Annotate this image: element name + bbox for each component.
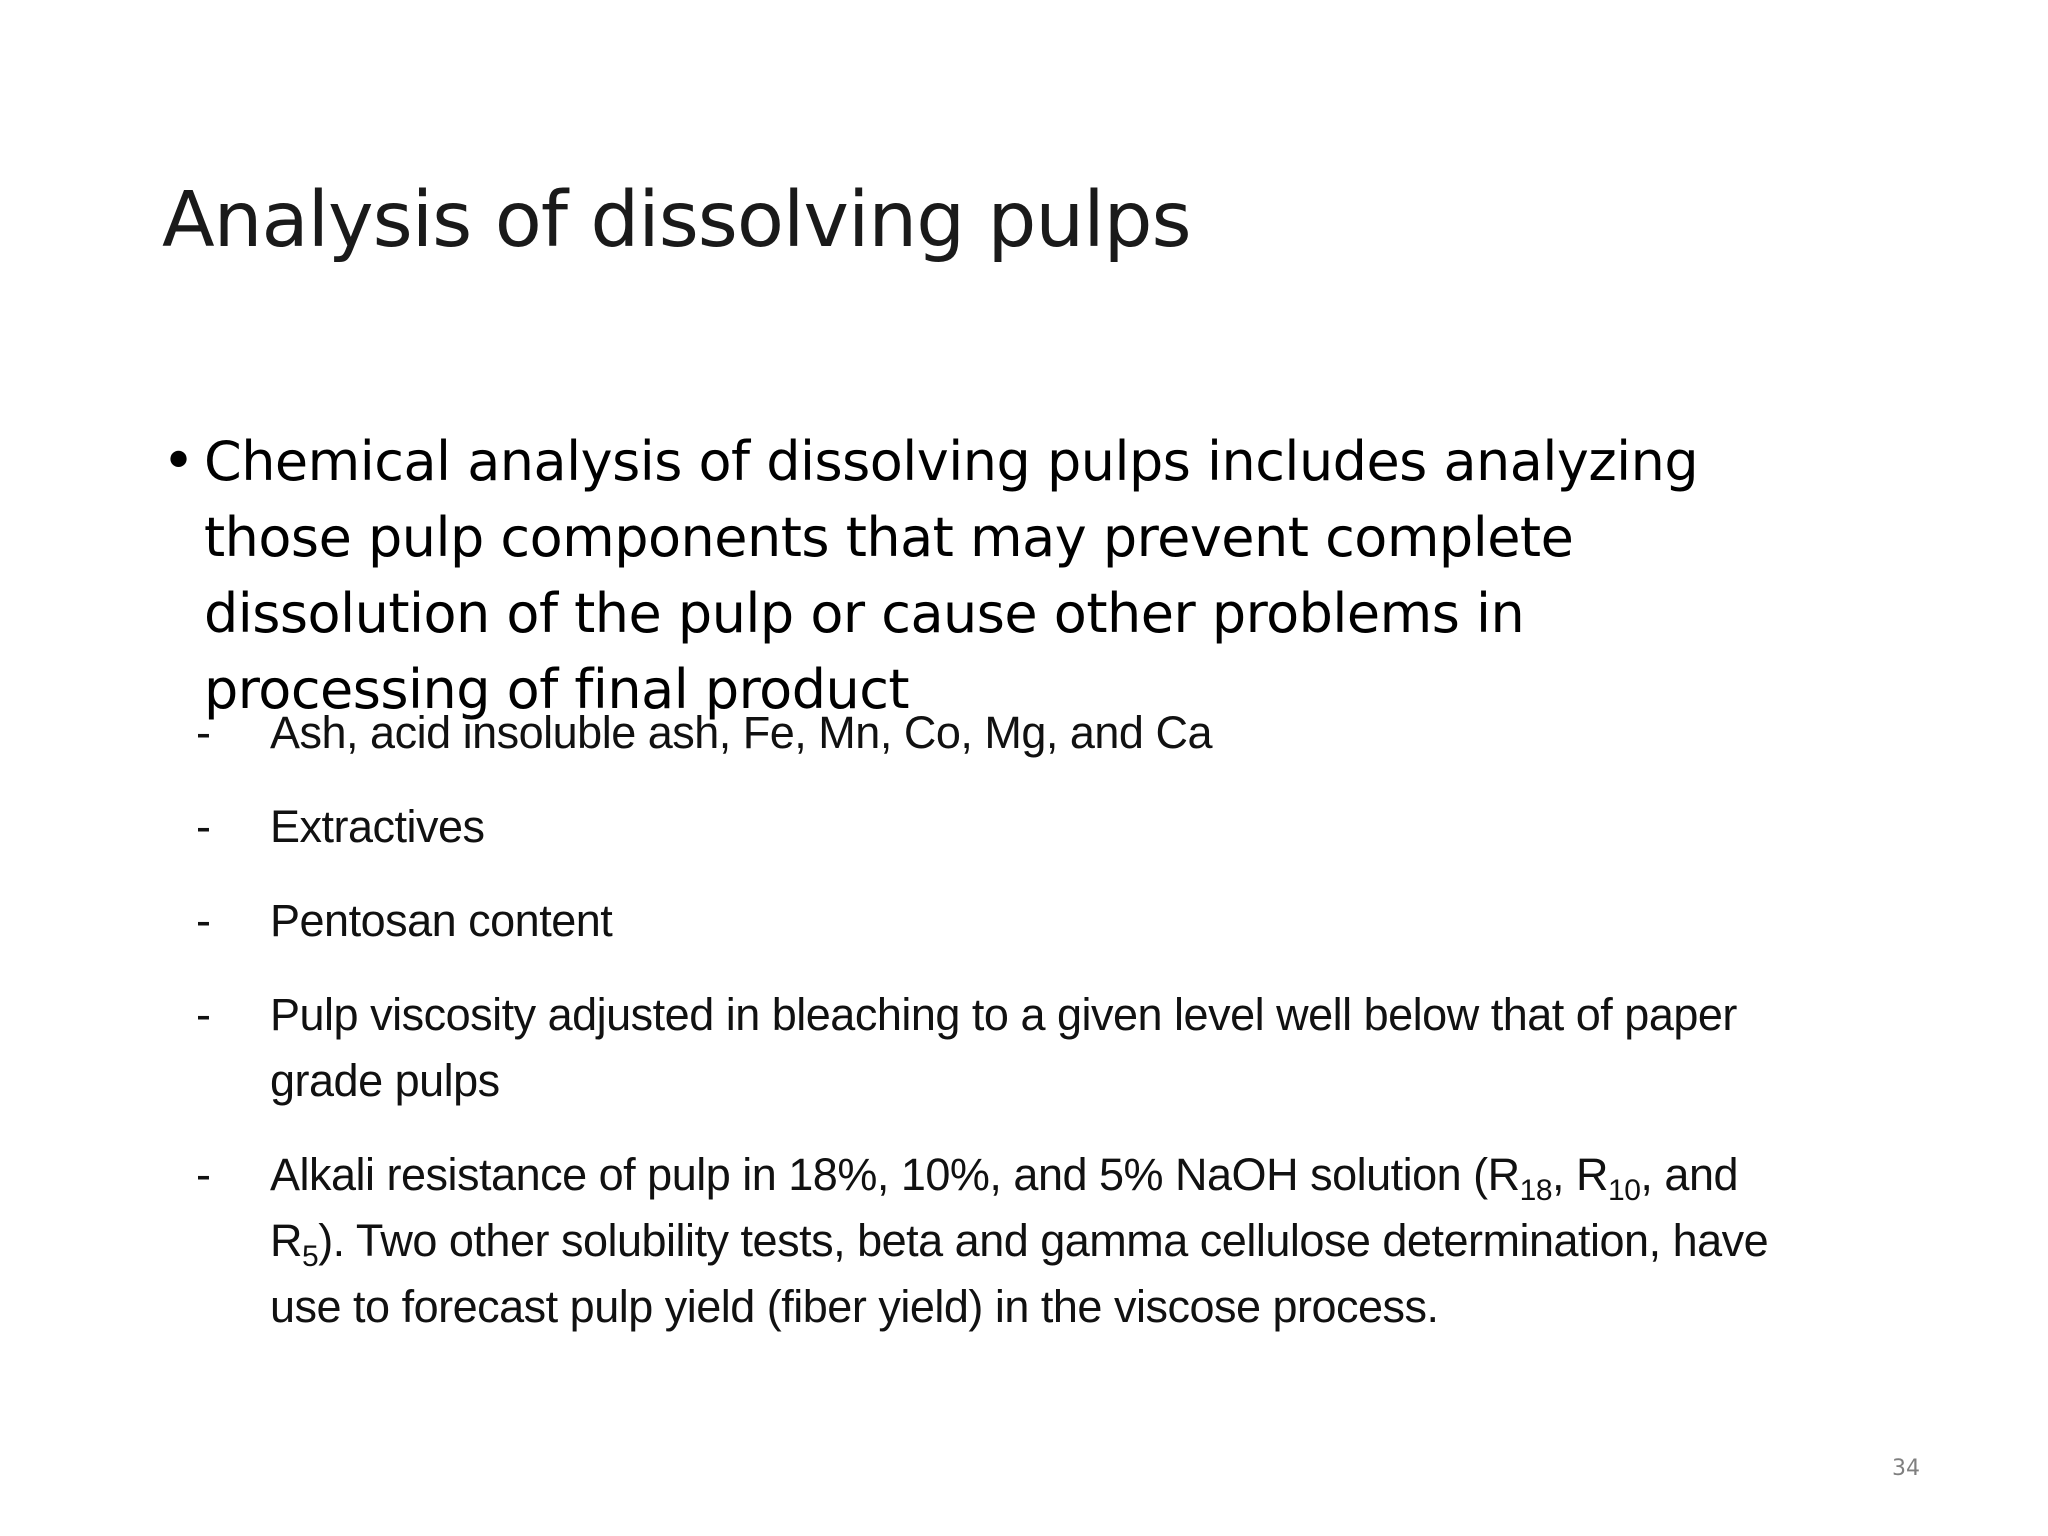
list-item-text: Pentosan content xyxy=(270,895,613,946)
dash-marker: - xyxy=(196,989,211,1040)
subscript: 18 xyxy=(1519,1174,1553,1207)
subscript: 5 xyxy=(302,1240,319,1273)
dash-marker: - xyxy=(196,895,211,946)
bullet-line: dissolution of the pulp or cause other problems in xyxy=(204,582,1525,645)
list-item-alkali-resistance xyxy=(188,1142,1988,1340)
scanned-list-image xyxy=(188,700,1988,1368)
list-item-viscosity xyxy=(188,982,1988,1114)
bullet-line: those pulp components that may prevent complete xyxy=(204,506,1574,569)
dash-marker: - xyxy=(196,801,211,852)
list-item-text: Ash, acid insoluble ash, Fe, Mn, Co, Mg, and Ca xyxy=(270,707,1212,758)
list-item-text: Pulp viscosity adjusted in bleaching to a given level well below that of paper xyxy=(270,989,1737,1040)
text-run: ). Two other solubility tests, beta and gamma cellulose determination, have xyxy=(318,1215,1769,1266)
text-run: R xyxy=(270,1215,302,1266)
list-item-text: grade pulps xyxy=(270,1055,500,1106)
bullet-line: Chemical analysis of dissolving pulps includes analyzing xyxy=(204,430,1699,493)
list-item-text xyxy=(270,1142,1988,1208)
page-number: 34 xyxy=(1892,1456,1920,1481)
text-run: , R xyxy=(1552,1149,1609,1200)
dash-marker: - xyxy=(196,707,211,758)
bullet-point xyxy=(162,424,1762,728)
list-item-pentosan xyxy=(188,888,1988,954)
text-run: , and xyxy=(1640,1149,1739,1200)
list-item-extractives xyxy=(188,794,1988,860)
bullet-line: processing of final product xyxy=(204,658,910,721)
list-item-text: Extractives xyxy=(270,801,485,852)
list-item-text xyxy=(270,1208,1988,1274)
list-item-ash xyxy=(188,700,1988,766)
dash-marker: - xyxy=(196,1149,211,1200)
list-item-text: use to forecast pulp yield (fiber yield) in the viscose process. xyxy=(270,1281,1439,1332)
text-run: Alkali resistance of pulp in 18%, 10%, and 5% NaOH solution (R xyxy=(270,1149,1520,1200)
bullet-symbol: • xyxy=(162,429,196,494)
bullet-text xyxy=(204,424,1762,728)
subscript: 10 xyxy=(1608,1174,1641,1207)
slide-title: Analysis of dissolving pulps xyxy=(162,176,1191,265)
